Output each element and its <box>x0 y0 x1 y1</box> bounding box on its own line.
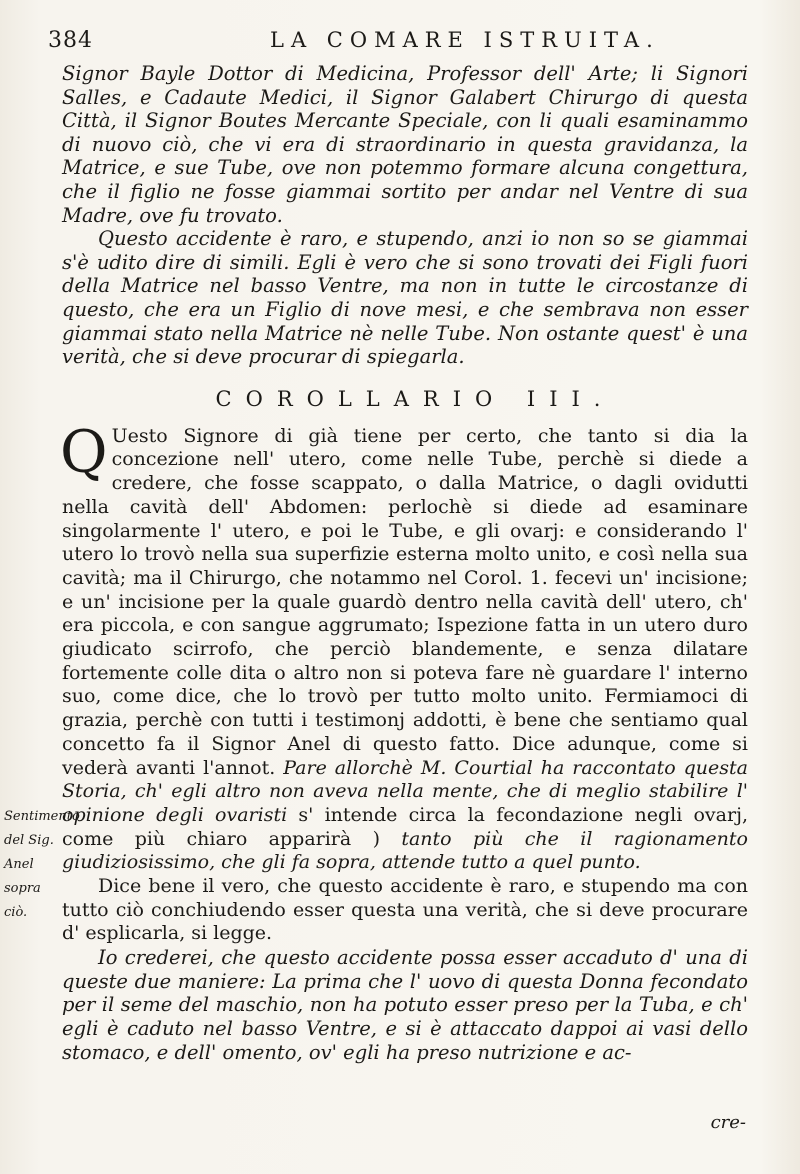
section-heading: COROLLARIO III. <box>215 386 615 411</box>
paragraph-corollary <box>60 417 749 875</box>
corollary-quote: Pare allorchè M. Courtial ha raccontato questa Storia, ch' egli altro non aveva nella mente, che di meglio stabilire l' opinione degli ovaristi <box>62 756 748 826</box>
page-header <box>48 18 748 58</box>
paragraph-quote: Io crederei, che questo accidente possa esser accaduto d' una di queste due maniere: La prima che l' uovo di questa Donna fecondato per il seme del maschio, non ha potuto esser preso per la Tuba, e ch' egli è caduto nel basso Ventre, e si è attaccato dappoi ai vasi dello stomaco, e dell' omento, ov' egli ha preso nutrizione e ac- <box>62 946 748 1064</box>
drop-cap: Q <box>60 417 108 486</box>
paragraph-dice: Dice bene il vero, che questo accidente è raro, e stupendo ma con tutto ciò conchiudendo esser questa una verità, che si deve procurare d' esplicarla, si legge. <box>62 875 748 945</box>
paragraph-comment: Questo accidente è raro, e stupendo, anzi io non so se giammai s'è udito dire di simili. Egli è vero che si sono trovati dei Figli fuori della Matrice nel basso Ventre, ma non in tutte le circostanze di questo, che era un Figlio di nove mesi, e che sembrava non esser giammai stato nella Matrice nè nelle Tube. Non ostante quest' è una verità, che si deve procurar di spiegarla. <box>62 227 748 369</box>
text-body <box>62 62 748 1064</box>
catchword: cre- <box>710 1112 746 1133</box>
margin-note: Sentimento del Sig. Anel sopra ciò. <box>4 809 80 920</box>
corollary-quote-end: tanto più che il ragionamento giudiziosissimo, che gli fa sopra, attende tutto a quel punto. <box>62 827 748 874</box>
corollary-aside: s' intende circa la fecondazione negli ovarj, come più chiaro apparirà ) <box>62 803 749 850</box>
running-title: LA COMARE ISTRUITA. <box>270 28 660 52</box>
intro-paragraph: Signor Bayle Dottor di Medicina, Professor dell' Arte; li Signori Salles, e Cadaute Medici, il Signor Galabert Chirurgo di questa Città, il Signor Boutes Mercante Speciale, con li quali esaminammo di nuovo ciò, che vi era di straordinario in questa gravidanza, la Matrice, e sue Tube, ove non potemmo formare alcuna congettura, che il figlio ne fosse giammai sortito per andar nel Ventre di sua Madre, ove fu trovato. <box>62 62 748 227</box>
page-number: 384 <box>48 28 93 53</box>
corollary-text: Uesto Signore di già tiene per certo, che tanto si dia la concezione nell' utero, come nelle Tube, perchè si diede a credere, che fosse scappato, o dalla Matrice, o dagli ovidutti nella cavità dell' Abdomen: perlochè si diede ad esaminare singolarmente l' utero, e poi le Tube, e gli ovarj: e considerando l' utero lo trovò nella sua superfizie esterna molto unito, e così nella sua cavità; ma il Chirurgo, che notammo nel Corol. 1. fecevi un' incisione; e un' incisione per la quale guardò dentro nella cavità dell' utero, ch' era piccola, e con sangue aggrumato; Ispezione fatta in un utero duro giudicato scirrofo, che perciò blandemente, e senza dilatare fortemente colle dita o altro non si poteva fare nè guardare l' interno suo, come dice, che lo trovò per tutto molto unito. Fermiamoci di grazia, perchè con tutti i testimonj addotti, è bene che sentiamo qual concetto fa il Signor Anel di questo fatto. Dice adunque, come si vederà avanti l'annot. <box>62 424 748 779</box>
